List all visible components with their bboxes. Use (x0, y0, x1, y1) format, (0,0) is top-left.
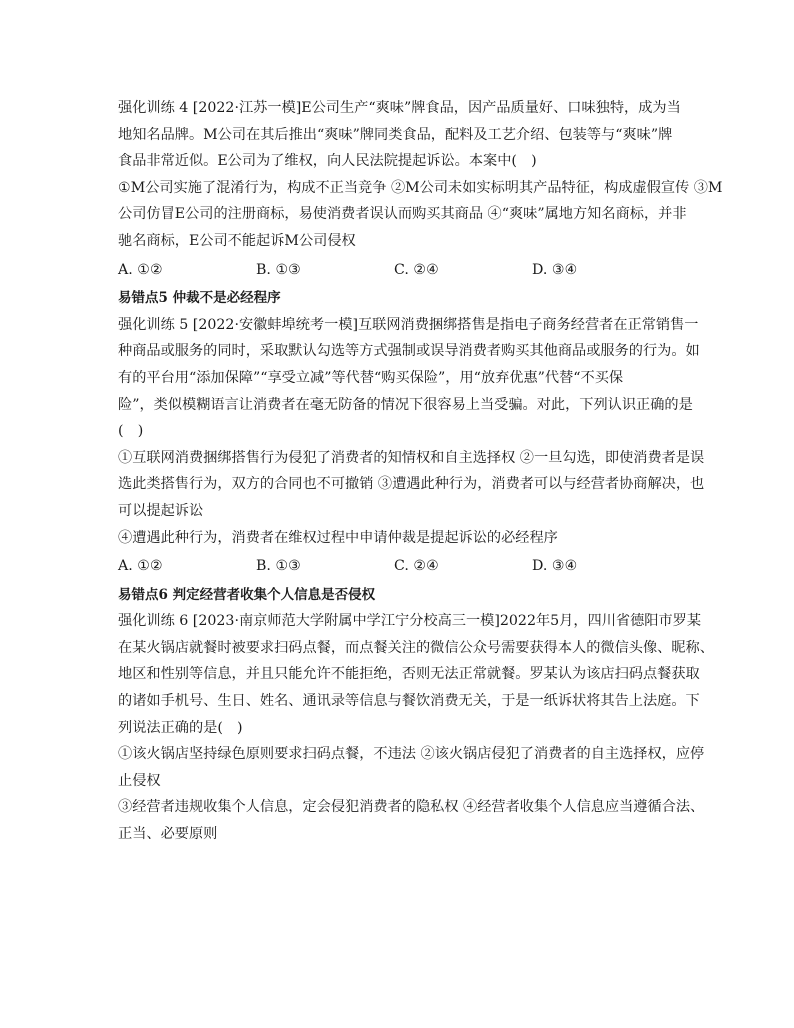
option-a: A. ①② (118, 261, 163, 278)
option-b: B. ①③ (256, 558, 301, 575)
question-stem-line: 的诸如手机号、生日、姓名、通讯录等信息与餐饮消费无关，于是一纸诉状将其告上法庭。下 (118, 693, 700, 710)
question-6 (118, 608, 714, 847)
question-stem-line: 险”，类似模糊语言让消费者在毫无防备的情况下很容易上当受骗。对此，下列认识正确的是 (118, 396, 693, 413)
answer-options (118, 257, 678, 284)
option-b: B. ①③ (256, 261, 301, 278)
question-stem-line: 强化训练 6 [2023·南京师范大学附属中学江宁分校高三一模]2022年5月，四川省德阳市罗某 (118, 613, 702, 630)
question-stem-line: 列说法正确的是( ) (118, 719, 243, 736)
statement-line: 公司仿冒E公司的注册商标，易使消费者误认而购买其商品 ④“爽味”属地方知名商标，并非 (118, 206, 687, 223)
question-stem-line: 强化训练 5 [2022·安徽蚌埠统考一模]互联网消费捆绑搭售是指电子商务经营者在正常销售一 (118, 316, 699, 333)
option-a: A. ①② (118, 558, 163, 575)
question-stem-line: 地知名品牌。M公司在其后推出“爽味”牌同类食品，配料及工艺介绍、包装等与“爽味”牌 (118, 126, 673, 143)
document-content (118, 95, 723, 848)
statement-line: ①M公司实施了混淆行为，构成不正当竞争 ②M公司未如实标明其产品特征，构成虚假宣传 ③M (118, 179, 723, 196)
section-heading-5: 易错点5 仲裁不是必经程序 (118, 290, 281, 307)
question-stem-line: 有的平台用“添加保障”“享受立减”等代替“购买保险”，用“放弃优惠”代替“不买保 (118, 369, 624, 386)
question-4 (118, 95, 723, 283)
option-c: C. ②④ (394, 261, 439, 278)
statement-line: 止侵权 (118, 772, 161, 789)
section-heading-6: 易错点6 判定经营者收集个人信息是否侵权 (118, 586, 376, 603)
statement-line: 选此类搭售行为，双方的合同也不可撤销 ③遭遇此种行为，消费者可以与经营者协商解决，也 (118, 476, 705, 493)
question-stem-line: 食品非常近似。E公司为了维权，向人民法院提起诉讼。本案中( ) (118, 153, 537, 170)
statement-line: 可以提起诉讼 (118, 502, 204, 519)
question-stem-line: 种商品或服务的同时，采取默认勾选等方式强制或误导消费者购买其他商品或服务的行为。如 (118, 343, 700, 360)
option-d: D. ③④ (532, 558, 578, 575)
statement-line: ①互联网消费捆绑搭售行为侵犯了消费者的知情权和自主选择权 ②一旦勾选，即使消费者是误 (118, 449, 705, 466)
question-stem-line: ( ) (118, 423, 144, 440)
option-d: D. ③④ (532, 261, 578, 278)
question-stem-line: 地区和性别等信息，并且只能允许不能拒绝，否则无法正常就餐。罗某认为该店扫码点餐获取 (118, 666, 700, 683)
statement-line: ①该火锅店坚持绿色原则要求扫码点餐，不违法 ②该火锅店侵犯了消费者的自主选择权，应停 (118, 746, 705, 763)
statement-line: 驰名商标，E公司不能起诉M公司侵权 (118, 232, 356, 249)
question-5 (118, 312, 705, 580)
answer-options (118, 553, 678, 580)
option-c: C. ②④ (394, 558, 439, 575)
question-stem-line: 在某火锅店就餐时被要求扫码点餐，而点餐关注的微信公众号需要获得本人的微信头像、昵称、 (118, 639, 714, 656)
statement-line: ④遭遇此种行为，消费者在维权过程中申请仲裁是提起诉讼的必经程序 (118, 529, 558, 546)
statement-line: ③经营者违规收集个人信息，定会侵犯消费者的隐私权 ④经营者收集个人信息应当遵循合法、 (118, 799, 705, 816)
statement-line: 正当、必要原则 (118, 826, 218, 843)
question-stem-line: 强化训练 4 [2022·江苏一模]E公司生产“爽味”牌食品，因产品质量好、口味独特，成为当 (118, 100, 681, 116)
